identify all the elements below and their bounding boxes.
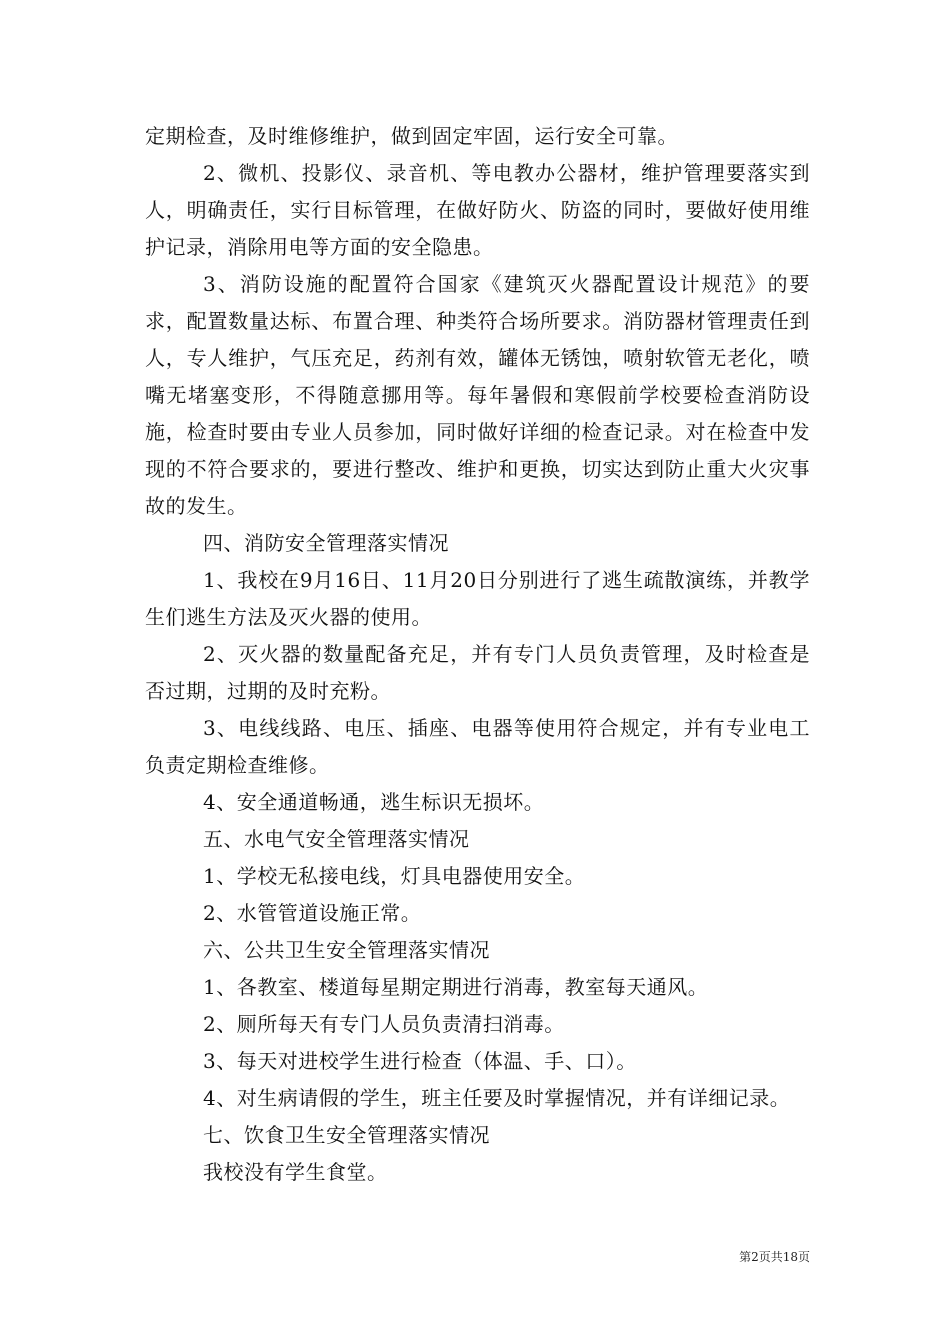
paragraph-canteen: 我校没有学生食堂。	[203, 1160, 388, 1184]
paragraph-item-4-passage: 4、安全通道畅通，逃生标识无损坏。	[203, 790, 545, 814]
paragraph-item-2-extinguishers: 2、灭火器的数量配备充足，并有专门人员负责管理，及时检查是否过期，过期的及时充粉。	[145, 642, 810, 703]
paragraph-item-3-check: 3、每天对进校学生进行检查（体温、手、口）。	[203, 1049, 637, 1073]
paragraph-item-1-drill: 1、我校在9月16日、11月20日分别进行了逃生疏散演练，并教学生们逃生方法及灭火器的使用。	[145, 568, 810, 629]
paragraph-item-3-wiring: 3、电线线路、电压、插座、电器等使用符合规定，并有专业电工负责定期检查维修。	[145, 716, 810, 777]
paragraph-item-1-electric: 1、学校无私接电线，灯具电器使用安全。	[203, 864, 586, 888]
page-number: 第2页共18页	[739, 1250, 810, 1264]
paragraph-item-3-fire-facilities: 3、消防设施的配置符合国家《建筑灭火器配置设计规范》的要求，配置数量达标、布置合理、种类符合场所要求。消防器材管理责任到人，专人维护，气压充足，药剂有效，罐体无锈蚀，喷射软管无老化，喷嘴无堵塞变形，不得随意挪用等。每年暑假和寒假前学校要检查消防设施，检查时要由专业人员参加，同时做好详细的检查记录。对在检查中发现的不符合要求的，要进行整改、维护和更换，切实达到防止重大火灾事故的发生。	[145, 272, 810, 518]
paragraph-item-4-sick-leave: 4、对生病请假的学生，班主任要及时掌握情况，并有详细记录。	[203, 1086, 791, 1110]
paragraph-item-1-disinfection: 1、各教室、楼道每星期定期进行消毒，教室每天通风。	[203, 975, 709, 999]
section-heading-5: 五、水电气安全管理落实情况	[203, 827, 470, 851]
paragraph-item-2-water: 2、水管管道设施正常。	[203, 901, 422, 925]
paragraph-item-2-equipment: 2、微机、投影仪、录音机、等电教办公器材，维护管理要落实到人，明确责任，实行目标管理，在做好防火、防盗的同时，要做好使用维护记录，消除用电等方面的安全隐患。	[145, 161, 810, 259]
paragraph-item-2-toilet: 2、厕所每天有专门人员负责清扫消毒。	[203, 1012, 565, 1036]
section-heading-6: 六、公共卫生安全管理落实情况	[203, 938, 490, 962]
document-body	[145, 118, 810, 1191]
paragraph-continuation: 定期检查，及时维修维护，做到固定牢固，运行安全可靠。	[145, 124, 678, 148]
section-heading-4: 四、消防安全管理落实情况	[203, 531, 449, 555]
section-heading-7: 七、饮食卫生安全管理落实情况	[203, 1123, 490, 1147]
